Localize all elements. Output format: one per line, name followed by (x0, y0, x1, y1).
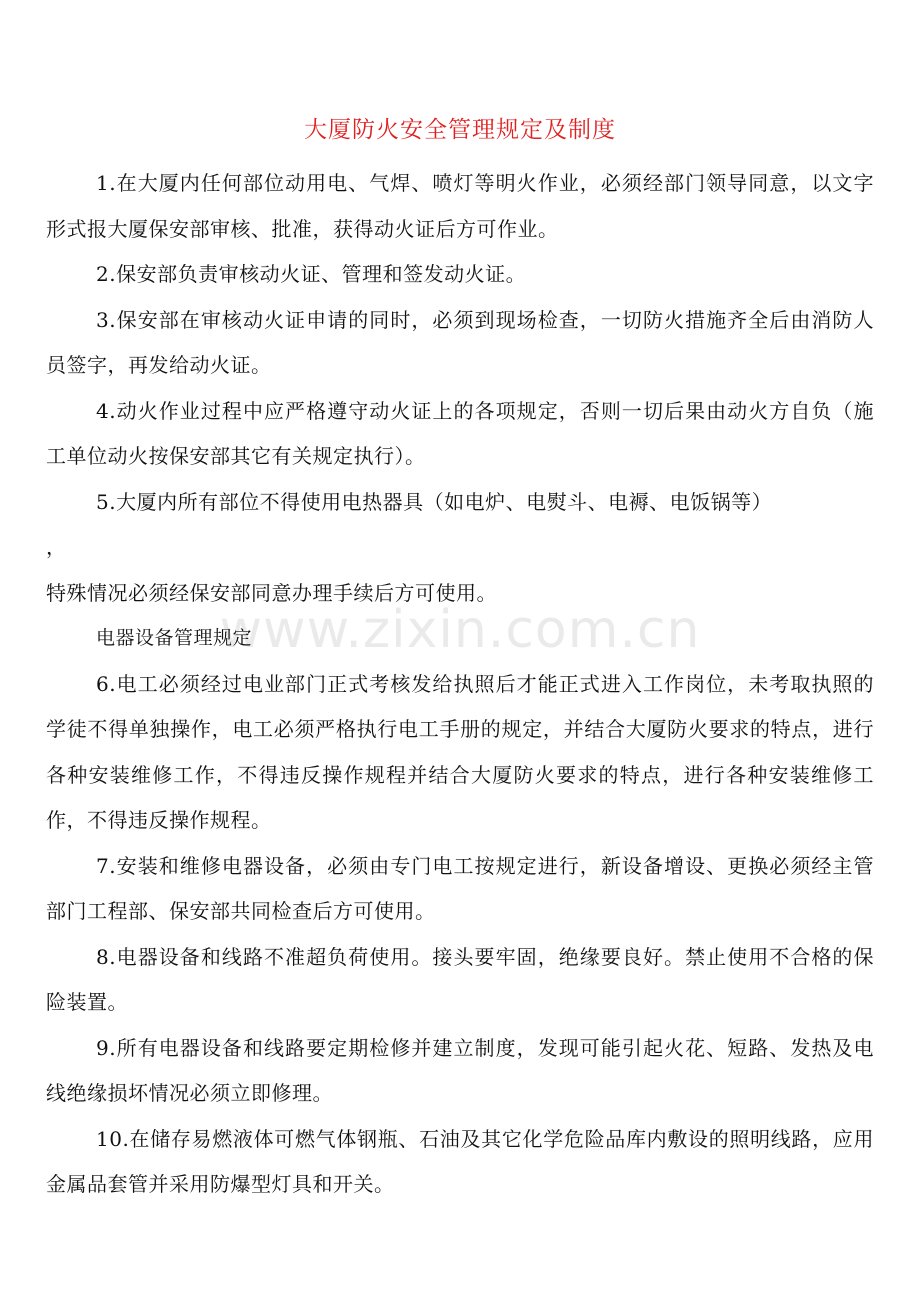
paragraph-5-continued: 特殊情况必须经保安部同意办理手续后方可使用。 (46, 580, 497, 605)
paragraph-4: 4.动火作业过程中应严格遵守动火证上的各项规定，否则一切后果由动火方自负（施工单位动火按保安部其它有关规定执行）。 (46, 398, 874, 468)
document-body (46, 161, 874, 1208)
paragraph-3: 3.保安部在审核动火证申请的同时，必须到现场检查，一切防火措施齐全后由消防人员签字，再发给动火证。 (46, 307, 874, 377)
paragraph-7: 7.安装和维修电器设备，必须由专门电工按规定进行，新设备增设、更换必须经主管部门工程部、保安部共同检查后方可使用。 (46, 853, 874, 923)
paragraph-6: 6.电工必须经过电业部门正式考核发给执照后才能正式进入工作岗位，未考取执照的学徒不得单独操作，电工必须严格执行电工手册的规定，并结合大厦防火要求的特点，进行各种安装维修工作，不得违反操作规程并结合大厦防火要求的特点，进行各种安装维修工作，不得违反操作规程。 (46, 671, 874, 832)
paragraph-2: 2.保安部负责审核动火证、管理和签发动火证。 (96, 262, 527, 286)
page-title: 大厦防火安全管理规定及制度 (304, 117, 616, 143)
watermark: www.zixin.com.cn (219, 600, 701, 660)
paragraph-1: 1.在大厦内任何部位动用电、气焊、喷灯等明火作业，必须经部门领导同意，以文字形式报大厦保安部审核、批准，获得动火证后方可作业。 (46, 171, 874, 241)
paragraph-10: 10.在储存易燃液体可燃气体钢瓶、石油及其它化学危险品库内敷设的照明线路，应用金属品套管并采用防爆型灯具和开关。 (46, 1126, 874, 1196)
paragraph-9: 9.所有电器设备和线路要定期检修并建立制度，发现可能引起火花、短路、发热及电线绝缘损坏情况必须立即修理。 (46, 1035, 874, 1105)
paragraph-5-comma: ， (46, 535, 67, 559)
paragraph-8: 8.电器设备和线路不准超负荷使用。接头要牢固，绝缘要良好。禁止使用不合格的保险装置。 (46, 944, 874, 1014)
section-heading: 电器设备管理规定 (96, 627, 253, 649)
paragraph-5: 5.大厦内所有部位不得使用电热器具（如电炉、电熨斗、电褥、电饭锅等） (96, 489, 773, 514)
